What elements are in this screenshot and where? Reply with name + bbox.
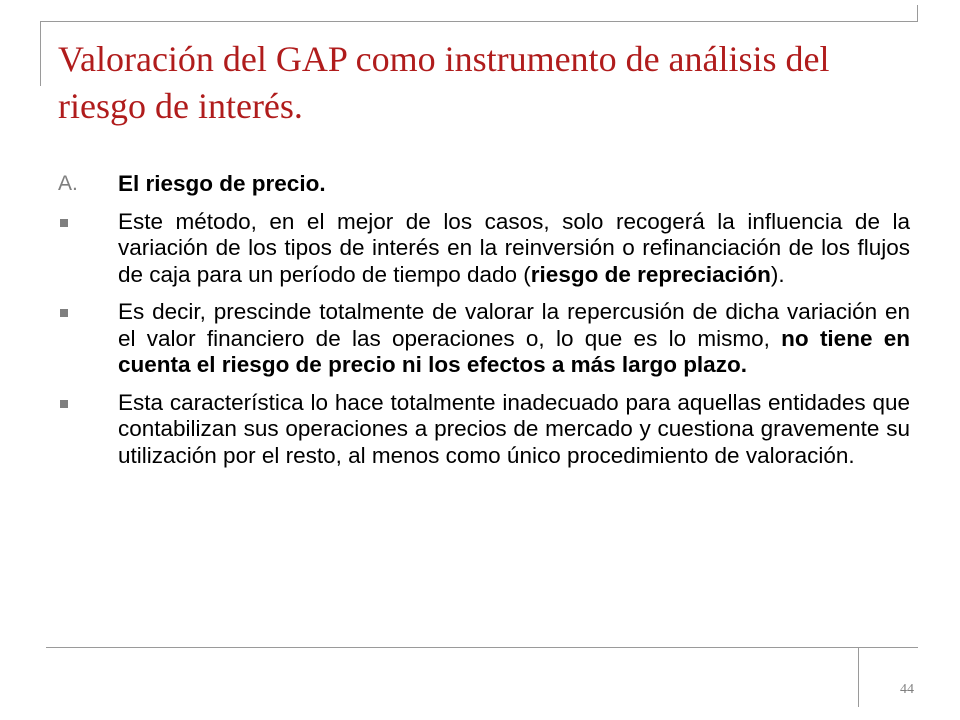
bullet-text-bold: riesgo de repreciación [530, 261, 771, 287]
bottom-rule [46, 647, 918, 648]
section-heading-row [58, 171, 910, 198]
left-tick [40, 21, 41, 86]
bullet-item [58, 390, 910, 470]
page-number: 44 [900, 682, 914, 697]
bullet-item [58, 209, 910, 289]
bullet-text [118, 299, 910, 379]
square-bullet-icon [60, 400, 68, 408]
top-rule [40, 21, 918, 22]
section-marker: A. [58, 172, 78, 195]
square-bullet-icon [60, 219, 68, 227]
slide-title: Valoración del GAP como instrumento de análisis del riesgo de interés. [58, 39, 830, 126]
bullet-text [118, 209, 910, 289]
bullet-text [118, 390, 910, 470]
square-bullet-icon [60, 309, 68, 317]
bullet-text-plain: Es decir, prescinde totalmente de valorar la repercusión de dicha variación en el valor financiero de las operaciones o, lo que es lo mismo, [118, 299, 910, 351]
bullet-text-bold: no tiene en cuenta el riesgo de precio ni los efectos a más largo plazo. [118, 325, 910, 377]
top-right-tick [917, 5, 918, 22]
bullet-text-plain: ). [770, 261, 785, 287]
bullet-text-plain: Esta característica lo hace totalmente inadecuado para aquellas entidades que contabilizan sus operaciones a precios de mercado y cuestiona gravemente su utilización por el resto, al menos como único procedimiento de valoración. [118, 389, 910, 468]
slide-body [58, 171, 910, 469]
bullet-item [58, 299, 910, 379]
bullet-text-plain: Este método, en el mejor de los casos, solo recogerá la influencia de la variación de los tipos de interés en la reinversión o refinanciación de los flujos de caja para un período de tiempo dado ( [118, 208, 910, 287]
section-heading: El riesgo de precio. [118, 171, 326, 196]
bottom-tick [858, 647, 859, 707]
